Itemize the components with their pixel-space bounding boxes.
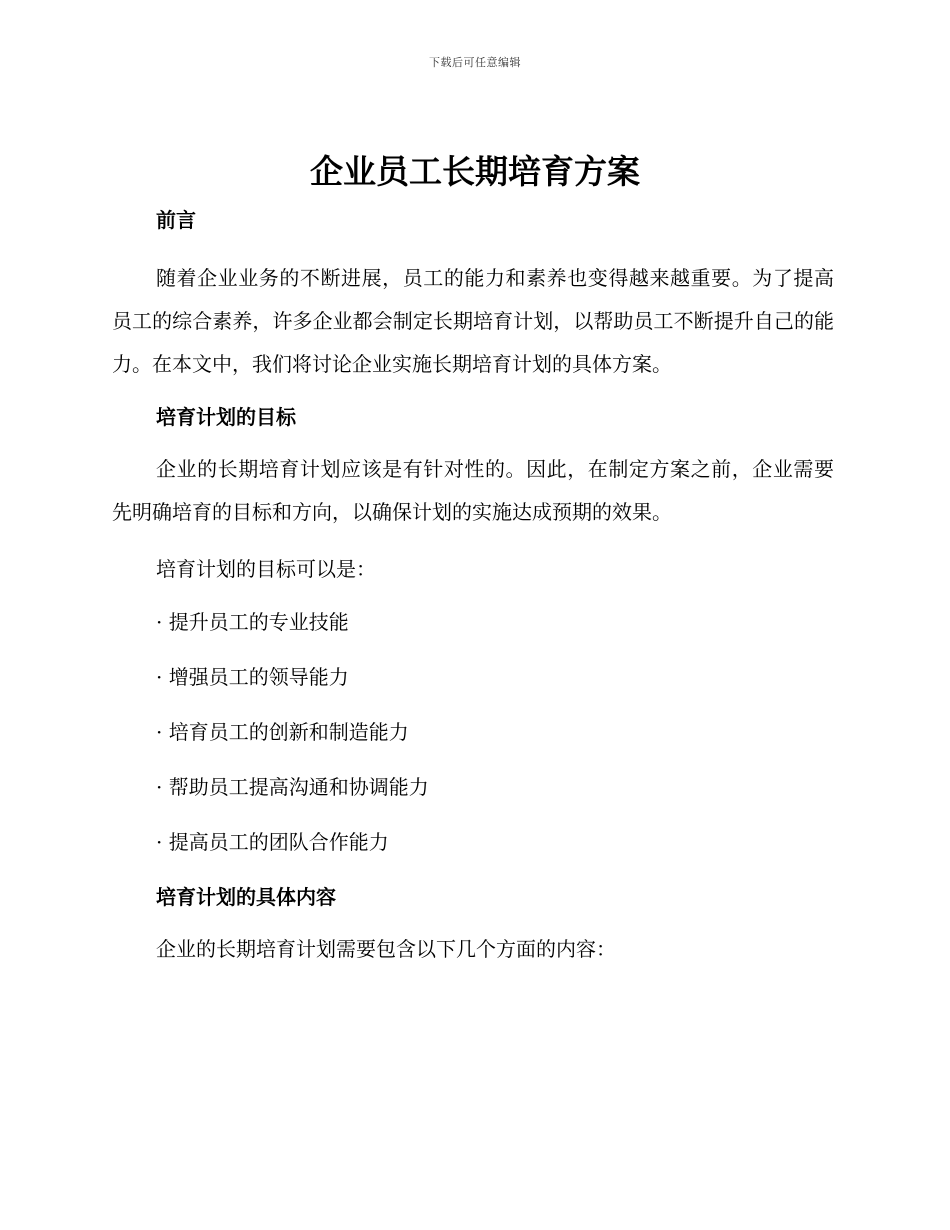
- goals-intro-paragraph: 培育计划的目标可以是：: [156, 557, 376, 581]
- list-item: · 培育员工的创新和制造能力: [156, 720, 409, 744]
- list-item: · 提升员工的专业技能: [156, 610, 349, 634]
- list-item: · 增强员工的领导能力: [156, 665, 349, 689]
- list-item: · 帮助员工提高沟通和协调能力: [156, 775, 429, 799]
- content-intro-paragraph: 企业的长期培育计划需要包含以下几个方面的内容：: [156, 937, 616, 961]
- section-heading-content: 培育计划的具体内容: [156, 885, 336, 909]
- header-note: 下载后可任意编辑: [429, 56, 521, 69]
- list-item: · 提高员工的团队合作能力: [156, 830, 389, 854]
- goals-paragraph: 企业的长期培育计划应该是有针对性的。因此，在制定方案之前，企业需要先明确培育的目标和方向，以确保计划的实施达成预期的效果。: [112, 457, 834, 524]
- document-body: [112, 203, 834, 971]
- preface-paragraph: 随着企业业务的不断进展，员工的能力和素养也变得越来越重要。为了提高员工的综合素养，许多企业都会制定长期培育计划，以帮助员工不断提升自己的能力。在本文中，我们将讨论企业实施长期培育计划的具体方案。: [112, 266, 834, 376]
- document-title: 企业员工长期培育方案: [310, 152, 640, 191]
- goals-list: [112, 605, 834, 859]
- section-heading-goals: 培育计划的目标: [156, 405, 296, 429]
- section-heading-preface: 前言: [156, 208, 196, 232]
